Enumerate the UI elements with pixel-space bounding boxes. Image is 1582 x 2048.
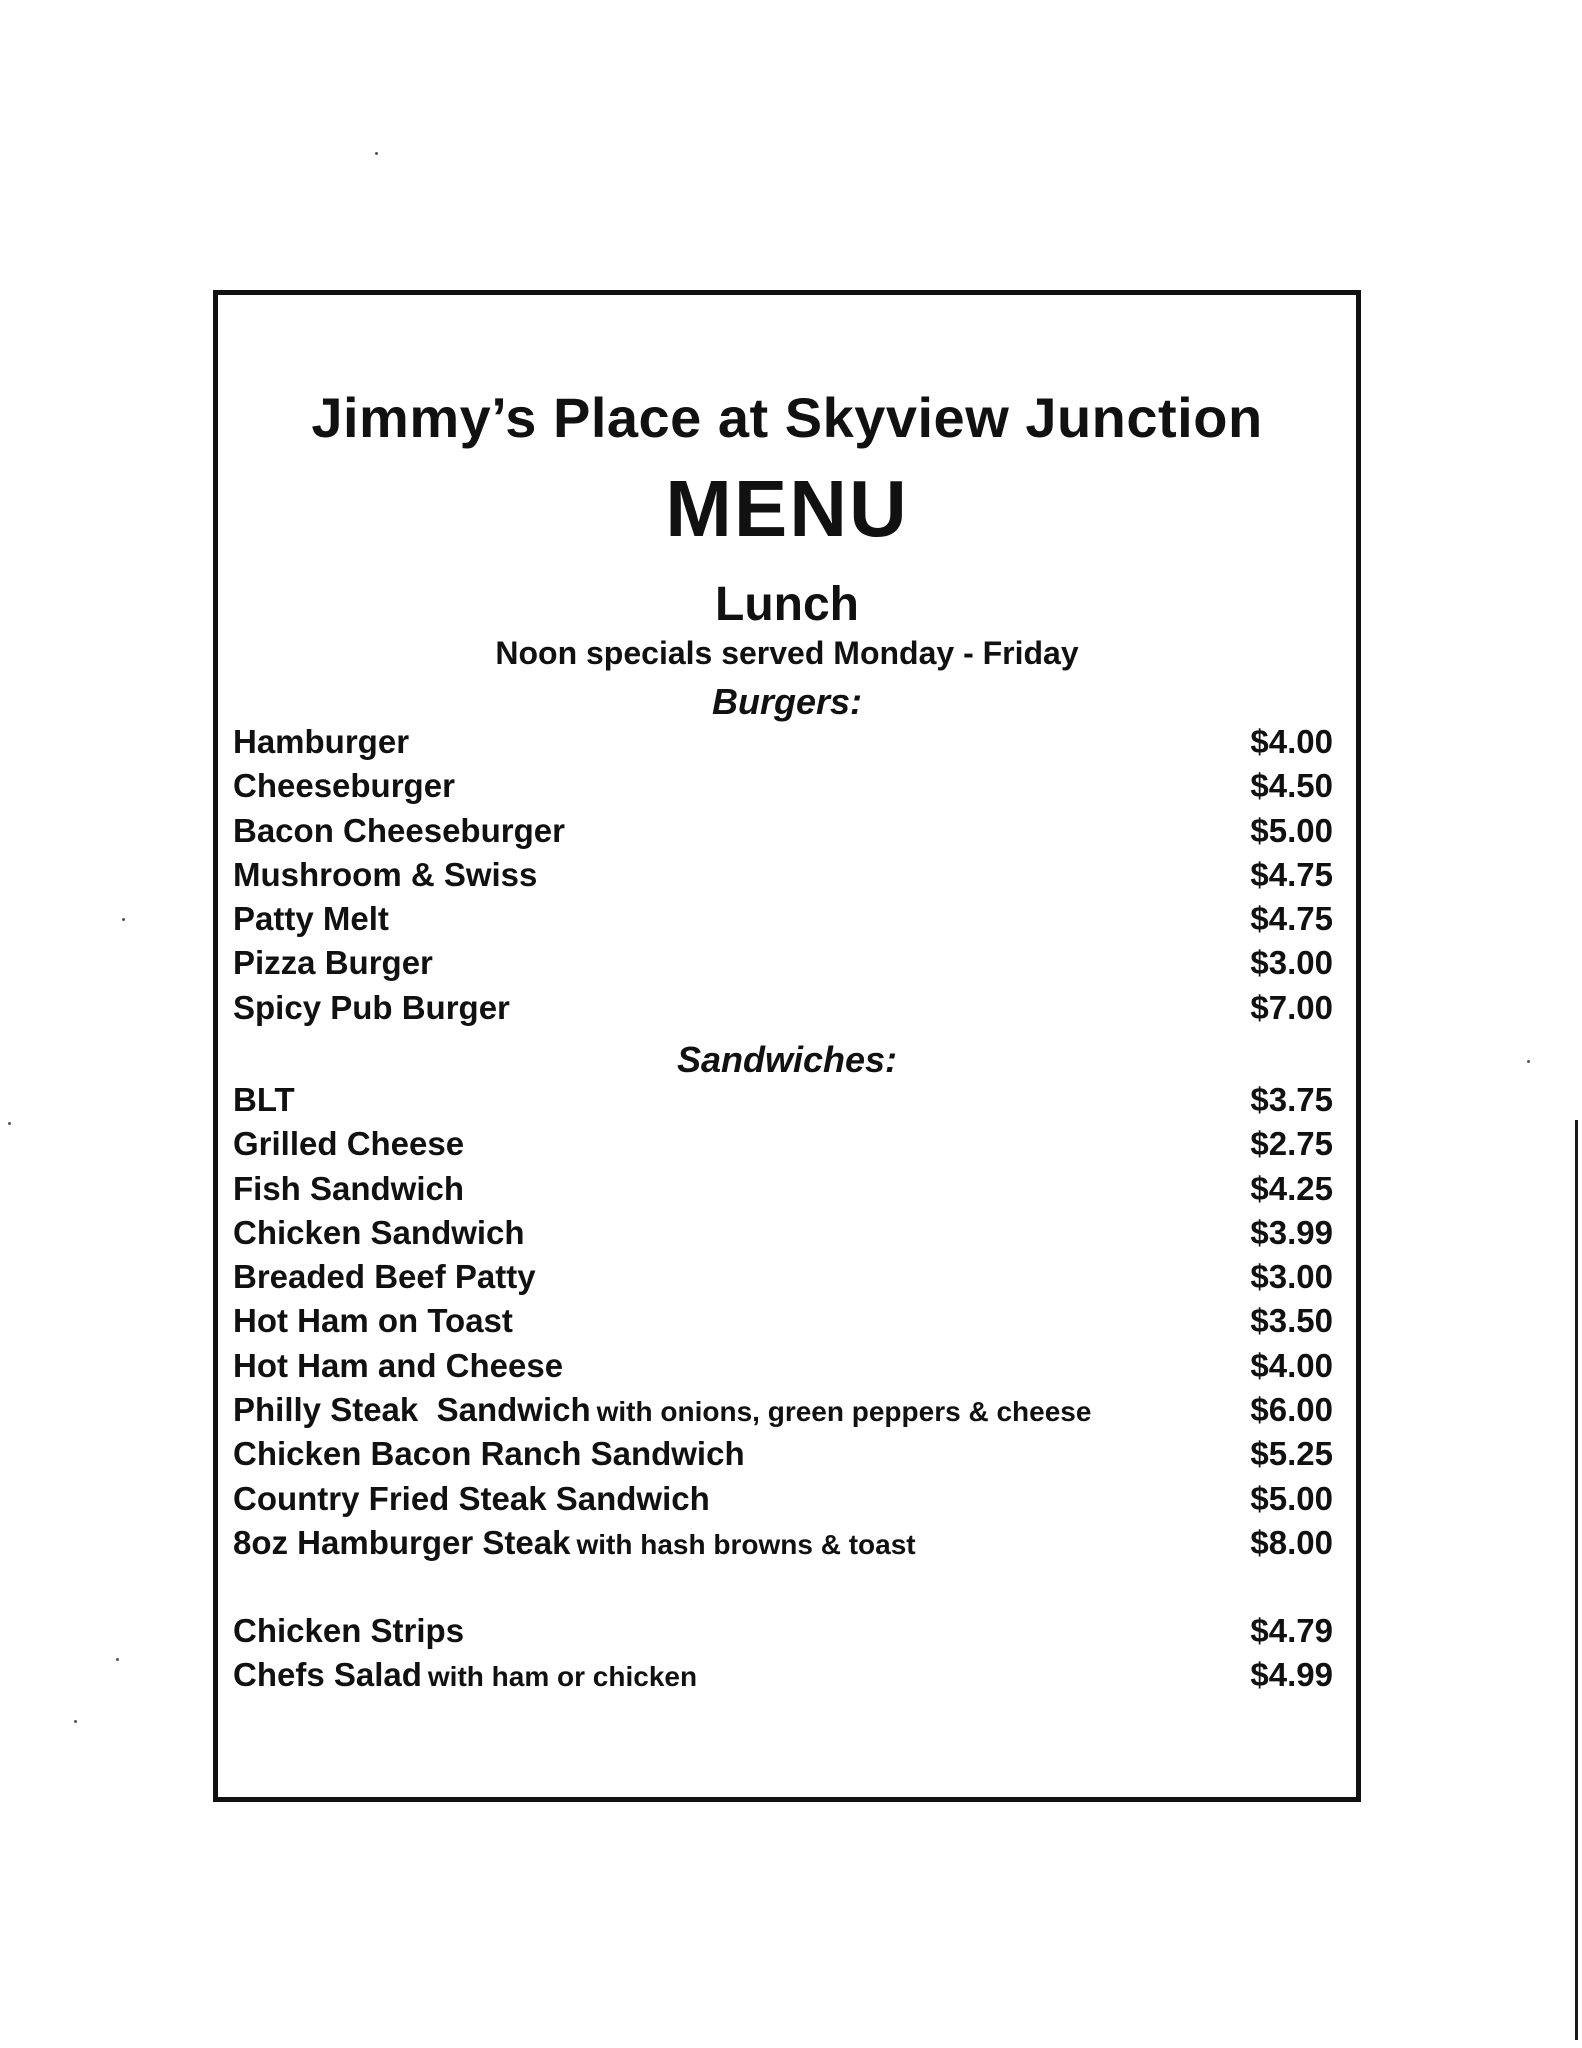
scan-edge-mark xyxy=(1575,1120,1578,2040)
menu-item xyxy=(233,1258,1333,1302)
menu-title: MENU xyxy=(665,464,909,553)
item-name: Breaded Beef Patty xyxy=(233,1258,536,1296)
menu-item xyxy=(233,856,1333,900)
item-price: $3.00 xyxy=(1250,1258,1333,1296)
menu-item xyxy=(233,1612,1333,1656)
specials-note: Noon specials served Monday - Friday xyxy=(495,635,1079,671)
item-price: $4.00 xyxy=(1250,723,1333,760)
item-name: Philly Steak Sandwich with onions, green peppers & cheese xyxy=(233,1391,1092,1429)
item-name: Spicy Pub Burger xyxy=(233,988,510,1026)
menu-item xyxy=(233,1170,1333,1214)
item-note: with hash browns & toast xyxy=(576,1528,916,1560)
item-price: $5.00 xyxy=(1250,811,1333,849)
item-name: Hot Ham on Toast xyxy=(233,1302,513,1340)
item-note: with onions, green peppers & cheese xyxy=(596,1396,1092,1428)
scan-speck xyxy=(1527,1060,1530,1063)
item-price: $7.00 xyxy=(1250,988,1333,1026)
menu-item xyxy=(233,1214,1333,1258)
item-price: $6.00 xyxy=(1250,1391,1333,1429)
scan-speck xyxy=(116,1658,119,1661)
item-price: $4.79 xyxy=(1250,1612,1333,1649)
item-name: 8oz Hamburger Steak with hash browns & toast xyxy=(233,1523,916,1561)
item-price: $3.99 xyxy=(1250,1213,1333,1251)
item-name: Cheeseburger xyxy=(233,767,455,805)
menu-item xyxy=(233,1081,1333,1125)
item-name: Chicken Bacon Ranch Sandwich xyxy=(233,1435,745,1473)
other-items-list xyxy=(233,1612,1333,1701)
item-name: Pizza Burger xyxy=(233,944,433,982)
menu-item xyxy=(233,900,1333,944)
item-name: Fish Sandwich xyxy=(233,1169,465,1207)
menu-item xyxy=(233,723,1333,767)
item-name: Chicken Strips xyxy=(233,1612,465,1649)
menu-frame xyxy=(213,290,1361,1802)
sandwiches-heading: Sandwiches: xyxy=(676,1039,898,1080)
item-name: Patty Melt xyxy=(233,900,389,938)
scan-speck xyxy=(8,1122,11,1125)
scan-speck xyxy=(74,1720,77,1723)
item-price: $4.50 xyxy=(1250,767,1333,805)
menu-item xyxy=(233,1391,1333,1435)
burgers-heading: Burgers: xyxy=(711,681,863,722)
sandwiches-list xyxy=(233,1081,1333,1568)
scan-speck xyxy=(375,152,378,155)
menu-item xyxy=(233,1347,1333,1391)
menu-item xyxy=(233,1125,1333,1169)
menu-item xyxy=(233,767,1333,811)
restaurant-name: Jimmy’s Place at Skyview Junction xyxy=(311,386,1263,449)
item-price: $4.99 xyxy=(1250,1656,1333,1694)
item-name: Mushroom & Swiss xyxy=(233,855,538,893)
item-name: Hot Ham and Cheese xyxy=(233,1346,564,1384)
item-price: $5.25 xyxy=(1250,1435,1333,1473)
item-note: with ham or chicken xyxy=(427,1661,698,1693)
item-name: Chefs Salad with ham or chicken xyxy=(233,1656,698,1694)
item-price: $5.00 xyxy=(1250,1479,1333,1517)
menu-item xyxy=(233,1656,1333,1700)
menu-item xyxy=(233,1435,1333,1479)
item-name: Grilled Cheese xyxy=(233,1125,465,1163)
scan-speck xyxy=(122,918,125,921)
item-price: $3.00 xyxy=(1250,944,1333,982)
menu-item xyxy=(233,944,1333,988)
item-name: Country Fried Steak Sandwich xyxy=(233,1479,710,1517)
item-name: Bacon Cheeseburger xyxy=(233,811,565,849)
item-price: $4.25 xyxy=(1250,1169,1333,1207)
meal-label: Lunch xyxy=(715,578,859,631)
menu-item xyxy=(233,812,1333,856)
item-price: $4.00 xyxy=(1250,1346,1333,1384)
burgers-list xyxy=(233,723,1333,1033)
menu-item xyxy=(233,1480,1333,1524)
item-name: Chicken Sandwich xyxy=(233,1213,525,1251)
item-price: $3.75 xyxy=(1250,1081,1333,1118)
menu-item xyxy=(233,1302,1333,1346)
menu-item xyxy=(233,989,1333,1033)
item-price: $8.00 xyxy=(1250,1523,1333,1561)
menu-item xyxy=(233,1524,1333,1568)
item-price: $2.75 xyxy=(1250,1125,1333,1163)
item-price: $4.75 xyxy=(1250,900,1333,938)
item-name: Hamburger xyxy=(233,723,410,760)
item-price: $3.50 xyxy=(1250,1302,1333,1340)
item-name: BLT xyxy=(233,1081,295,1118)
item-price: $4.75 xyxy=(1250,855,1333,893)
